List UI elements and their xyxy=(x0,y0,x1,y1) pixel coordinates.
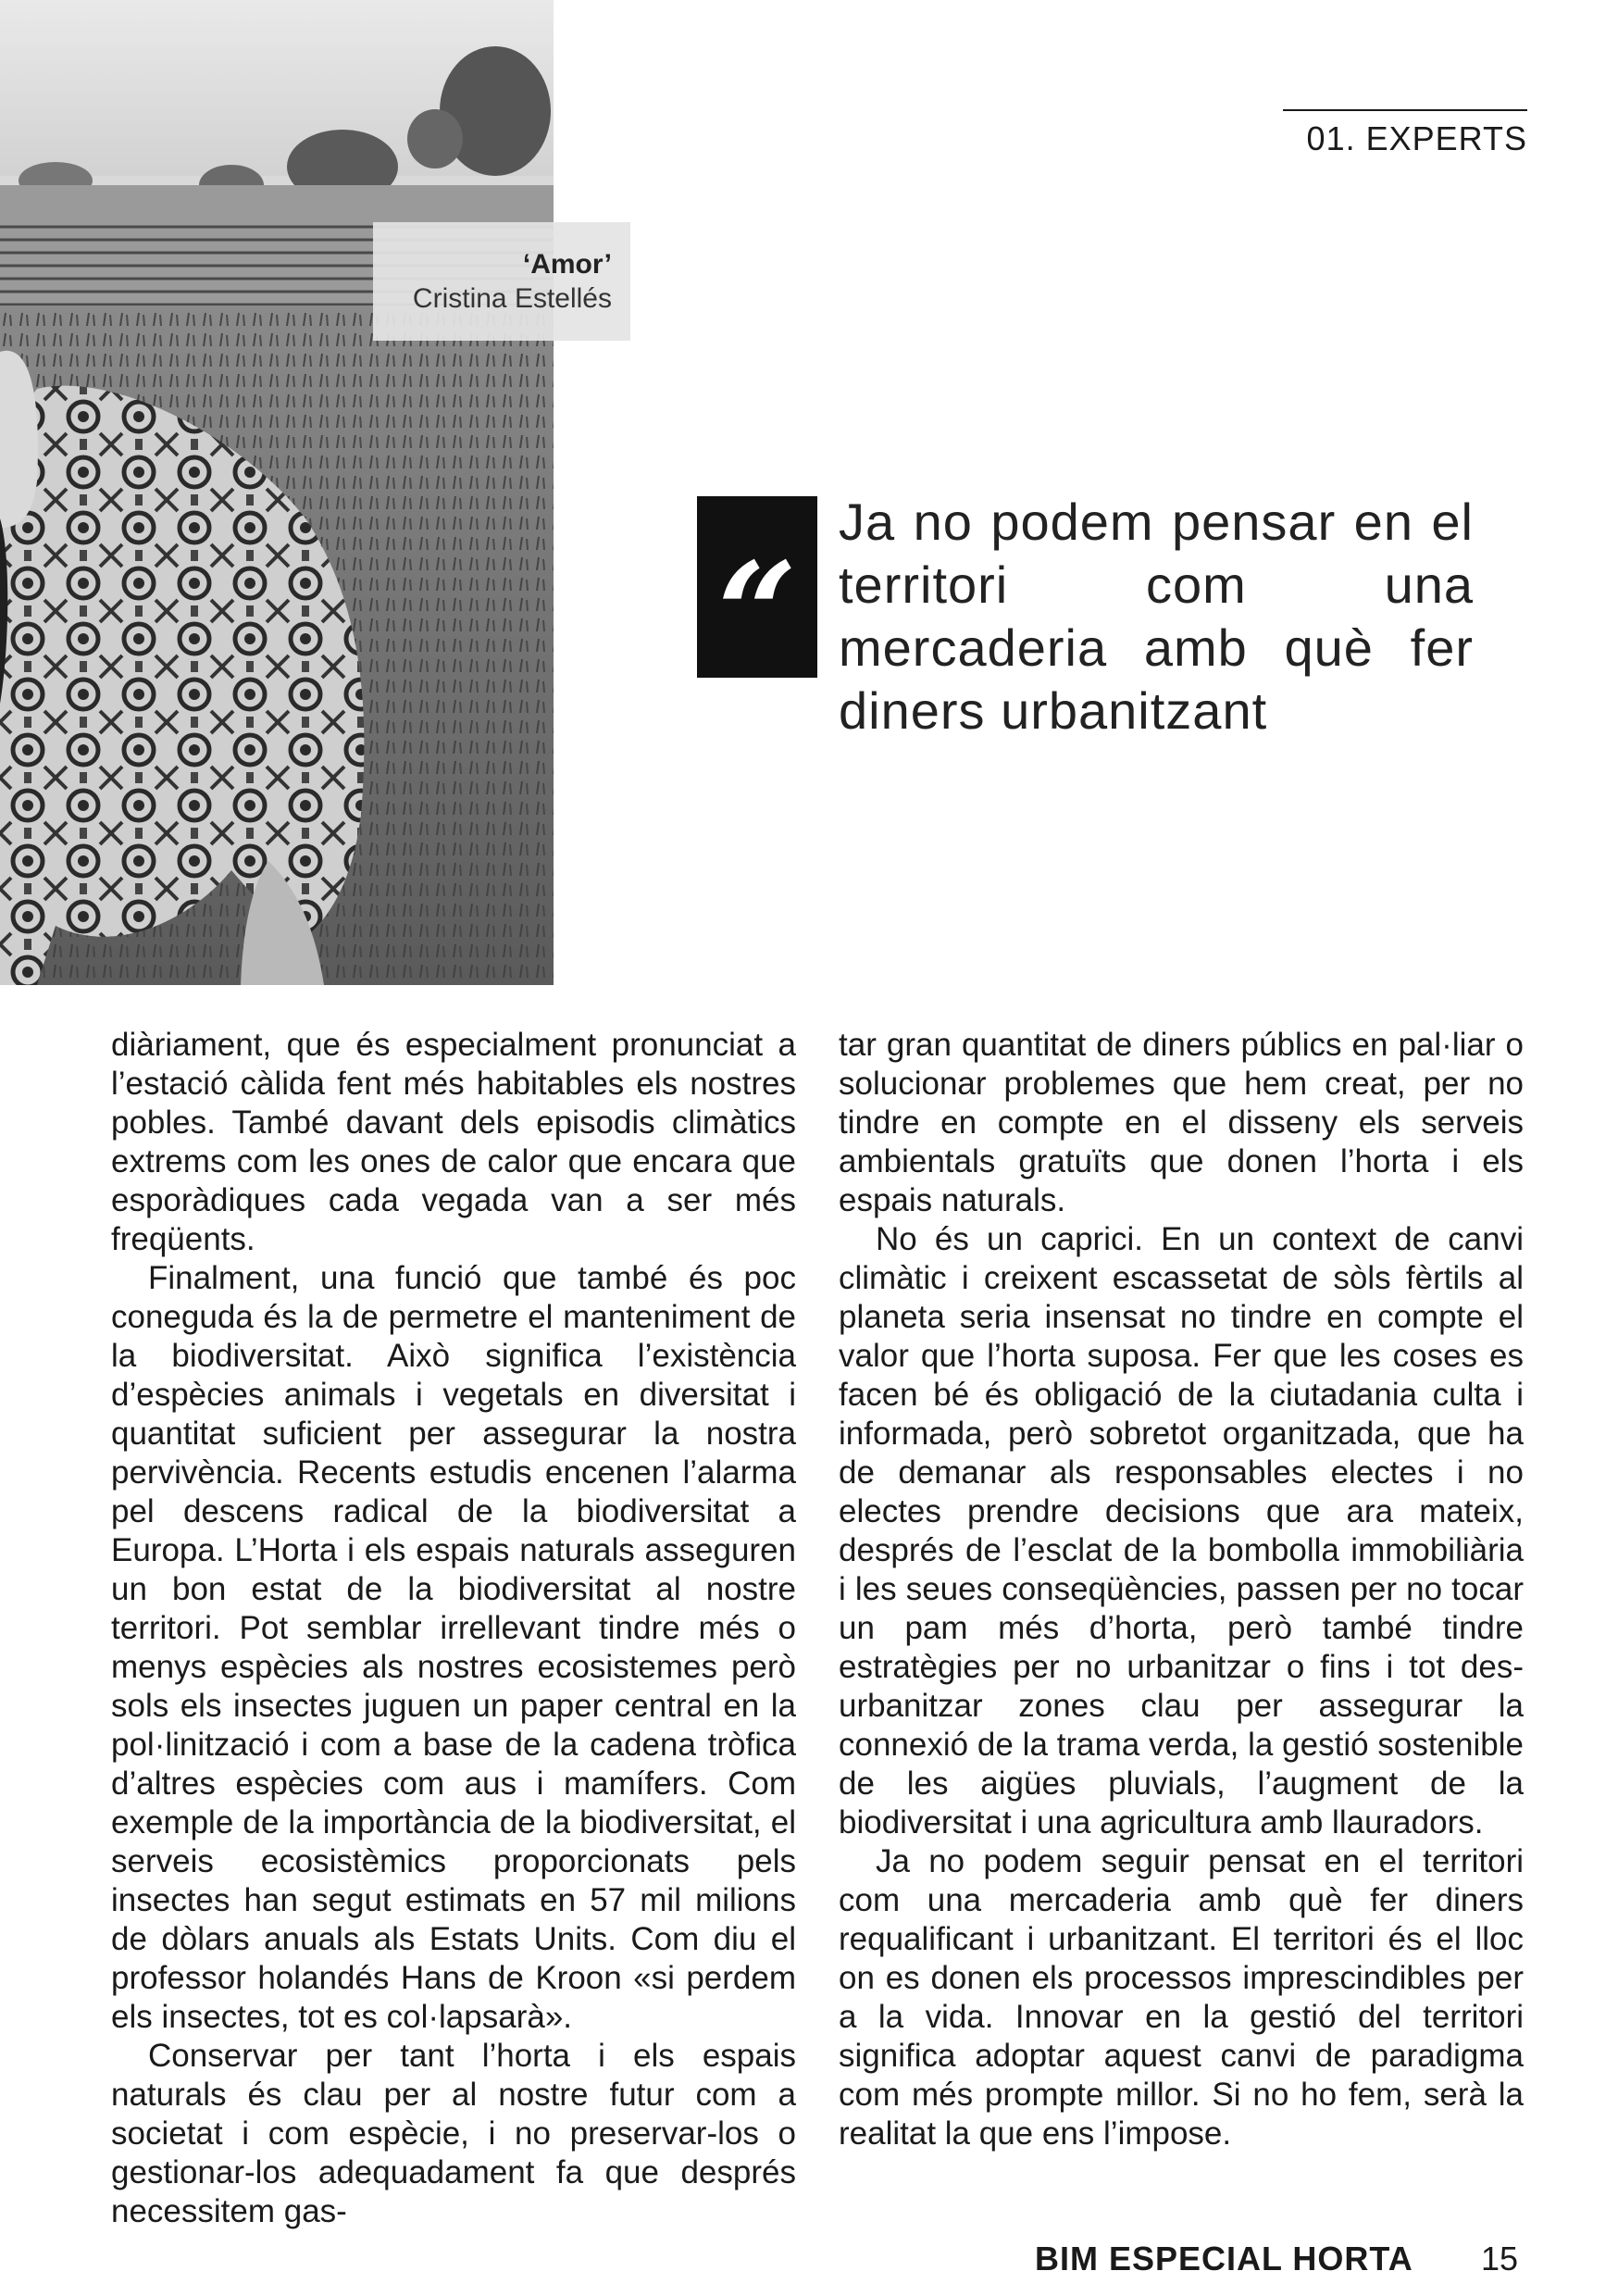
body-paragraph: Finalment, una funció que també és poc coneguda és la de permetre el manteniment de la biodiversitat. Això significa l’existència d’espècies animals i vegetals en diversitat i quantitat suficient per assegurar la nostra pervivència. Recents estudis encenen l’alarma pel descens radical de la biodiversitat a Europa. L’Horta i els espais naturals asseguren un bon estat de la biodiversitat al nostre territori. Pot semblar irrellevant tindre més o menys espècies als nostres ecosistemes però sols els insectes juguen un paper central en la pol·linització i com a base de la cadena tròfica d’altres espècies com aus i mamífers. Com exemple de la importància de la biodiversitat, el serveis ecosistèmics proporcionats pels insectes han segut estimats en 57 mil milions de dòlars anuals als Estats Units. Com diu el professor holandés Hans de Kroon «si perdem els insectes, tot es col·lapsarà». xyxy=(111,1260,796,2035)
quote-mark-box xyxy=(697,496,817,695)
body-paragraph: Conservar per tant l’horta i els espais naturals és clau per al nostre futur com a societat i com espècie, i no preservar-los o gestionar-los adequadament fa que després necessitem gas- xyxy=(111,2038,796,2229)
caption-title: ‘Amor’ xyxy=(522,249,612,280)
quote-mark-icon: “ xyxy=(716,532,798,695)
body-column-right xyxy=(839,1026,1524,2153)
body-paragraph: Ja no podem seguir pensat en el territori com una mercaderia amb què fer diners requalificant i urbanitzant. El territori és el lloc on es donen els processos imprescindibles per a la vida. Innovar en la gestió del territori significa adoptar aquest canvi de paradigma com més prompte millor. Si no ho fem, serà la realitat la que ens l’impose. xyxy=(839,1843,1524,2152)
field-photo-illustration xyxy=(0,0,554,985)
section-label: 01. EXPERTS xyxy=(1306,119,1527,157)
body-paragraph: tar gran quantitat de diners públics en pal·liar o solucionar problemes que hem creat, per no tindre en compte en el disseny els serveis ambientals gratuïts que donen l’horta i els espais naturals. xyxy=(839,1027,1524,1218)
body-column-left xyxy=(111,1026,796,2231)
cover-photo xyxy=(0,0,554,985)
caption-author: Cristina Estellés xyxy=(412,283,612,314)
photo-caption xyxy=(373,222,630,341)
body-paragraph: No és un caprici. En un context de canvi climàtic i creixent escassetat de sòls fèrtils al planeta seria insensat no tindre en compte el valor que l’horta suposa. Fer que les coses es facen bé és obligació de la ciutadania culta i informada, però sobretot organitzada, que ha de demanar als responsables electes i no electes prendre decisions que ara mateix, després de l’esclat de la bombolla immobiliària i les seues conseqüències, passen per no tocar un pam més d’horta, però també tindre estratègies per no urbanitzar o fins i tot des-urbanitzar zones clau per assegurar la connexió de la trama verda, la gestió sostenible de les aigües pluvials, l’augment de la biodiversitat i una agricultura amb llauradors. xyxy=(839,1221,1524,1841)
page-number: 15 xyxy=(1481,2240,1519,2277)
publication-title: BIM ESPECIAL HORTA xyxy=(1035,2240,1413,2277)
body-paragraph: diàriament, que és especialment pronunciat a l’estació càlida fent més habitables els nostres pobles. També davant dels episodis climàtics extrems com les ones de calor que encara que esporàdiques cada vegada van a ser més freqüents. xyxy=(111,1027,796,1257)
section-rule xyxy=(1283,109,1527,111)
pull-quote: Ja no podem pensar en el territori com una mercaderia amb què fer diners urbanitzant xyxy=(839,493,1474,740)
